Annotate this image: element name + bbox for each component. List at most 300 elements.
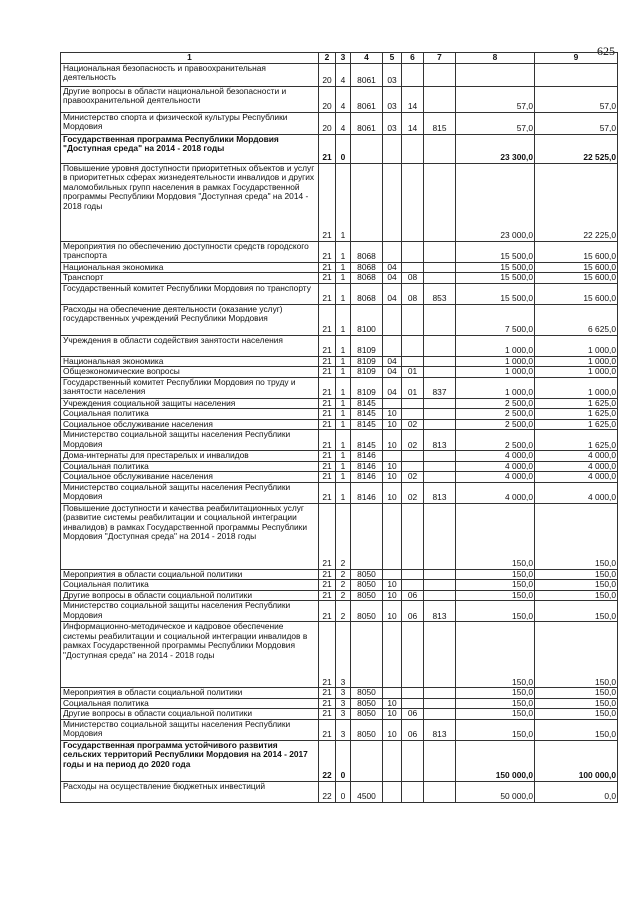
code-cell [424, 472, 456, 483]
code-cell: 1 [336, 163, 351, 241]
code-cell: 10 [383, 580, 402, 591]
amount-cell: 23 000,0 [456, 163, 535, 241]
row-label: Мероприятия по обеспечению доступности средств городского транспорта [61, 241, 319, 262]
code-cell [402, 409, 424, 420]
row-label: Министерство социальной защиты населения Республики Мордовия [61, 430, 319, 451]
code-cell [424, 688, 456, 699]
amount-cell: 4 000,0 [535, 461, 618, 472]
code-cell: 1 [336, 283, 351, 304]
amount-cell: 150,0 [535, 503, 618, 569]
row-label: Национальная экономика [61, 262, 319, 273]
amount-cell: 22 225,0 [535, 163, 618, 241]
code-cell: 21 [319, 569, 336, 580]
code-cell: 21 [319, 590, 336, 601]
amount-cell: 4 000,0 [456, 472, 535, 483]
amount-cell: 57,0 [456, 112, 535, 134]
amount-cell: 7 500,0 [456, 304, 535, 335]
code-cell: 8145 [351, 430, 383, 451]
code-cell: 8050 [351, 709, 383, 720]
amount-cell: 150,0 [535, 622, 618, 688]
code-cell: 10 [383, 482, 402, 503]
column-header: 9 [535, 53, 618, 64]
row-label: Национальная экономика [61, 356, 319, 367]
table-row [61, 622, 618, 688]
code-cell [402, 241, 424, 262]
row-label: Государственная программа устойчивого развития сельских территорий Республики Мордовия на 2014 - 2017 годы и на период до 2020 года [61, 740, 319, 781]
code-cell [402, 134, 424, 163]
amount-cell: 57,0 [535, 112, 618, 134]
amount-cell: 150,0 [535, 698, 618, 709]
amount-cell: 15 600,0 [535, 262, 618, 273]
code-cell [402, 262, 424, 273]
amount-cell: 15 500,0 [456, 262, 535, 273]
table-row [61, 335, 618, 356]
table-row [61, 688, 618, 699]
code-cell: 1 [336, 304, 351, 335]
amount-cell: 150,0 [456, 569, 535, 580]
code-cell: 08 [402, 273, 424, 284]
table-row [61, 482, 618, 503]
code-cell: 837 [424, 377, 456, 398]
amount-cell: 150,0 [535, 580, 618, 591]
code-cell: 3 [336, 698, 351, 709]
code-cell: 10 [383, 419, 402, 430]
code-cell: 8109 [351, 356, 383, 367]
code-cell: 8068 [351, 241, 383, 262]
code-cell [424, 273, 456, 284]
code-cell: 10 [383, 601, 402, 622]
table-row [61, 86, 618, 112]
code-cell: 8061 [351, 112, 383, 134]
amount-cell: 1 000,0 [456, 335, 535, 356]
code-cell: 06 [402, 601, 424, 622]
amount-cell: 1 000,0 [456, 377, 535, 398]
code-cell [424, 580, 456, 591]
code-cell: 03 [383, 112, 402, 134]
table-header-row [61, 53, 618, 64]
code-cell: 21 [319, 304, 336, 335]
code-cell [424, 451, 456, 462]
table-row [61, 63, 618, 86]
code-cell: 21 [319, 377, 336, 398]
code-cell [424, 335, 456, 356]
column-header: 1 [61, 53, 319, 64]
table-row [61, 719, 618, 740]
code-cell: 8068 [351, 262, 383, 273]
table-row [61, 419, 618, 430]
column-header: 5 [383, 53, 402, 64]
code-cell: 813 [424, 430, 456, 451]
row-label: Социальная политика [61, 461, 319, 472]
code-cell [402, 304, 424, 335]
amount-cell: 2 500,0 [456, 430, 535, 451]
code-cell: 815 [424, 112, 456, 134]
code-cell: 02 [402, 482, 424, 503]
table-row [61, 304, 618, 335]
code-cell: 06 [402, 719, 424, 740]
code-cell: 3 [336, 622, 351, 688]
code-cell [402, 569, 424, 580]
code-cell: 04 [383, 377, 402, 398]
code-cell: 8050 [351, 580, 383, 591]
row-label: Государственная программа Республики Мордовия "Доступная среда" на 2014 - 2018 годы [61, 134, 319, 163]
code-cell [402, 163, 424, 241]
code-cell [424, 409, 456, 420]
row-label: Социальная политика [61, 580, 319, 591]
amount-cell: 57,0 [535, 86, 618, 112]
code-cell: 21 [319, 601, 336, 622]
code-cell: 1 [336, 367, 351, 378]
code-cell: 4 [336, 86, 351, 112]
code-cell: 813 [424, 601, 456, 622]
code-cell [383, 451, 402, 462]
code-cell: 0 [336, 134, 351, 163]
code-cell: 8061 [351, 63, 383, 86]
table-row [61, 503, 618, 569]
code-cell: 3 [336, 688, 351, 699]
amount-cell: 150,0 [535, 709, 618, 720]
amount-cell: 150,0 [456, 688, 535, 699]
row-label: Мероприятия в области социальной политики [61, 688, 319, 699]
row-label: Национальная безопасность и правоохранительная деятельность [61, 63, 319, 86]
code-cell [424, 241, 456, 262]
code-cell: 04 [383, 283, 402, 304]
code-cell [424, 356, 456, 367]
code-cell: 06 [402, 709, 424, 720]
table-row [61, 709, 618, 720]
code-cell [424, 781, 456, 802]
amount-cell: 150,0 [535, 688, 618, 699]
code-cell: 20 [319, 63, 336, 86]
amount-cell: 50 000,0 [456, 781, 535, 802]
code-cell [383, 304, 402, 335]
code-cell: 21 [319, 273, 336, 284]
code-cell: 10 [383, 430, 402, 451]
code-cell: 21 [319, 409, 336, 420]
code-cell: 0 [336, 740, 351, 781]
code-cell: 8109 [351, 367, 383, 378]
amount-cell: 4 000,0 [456, 461, 535, 472]
code-cell: 8050 [351, 601, 383, 622]
code-cell [402, 356, 424, 367]
code-cell: 0 [336, 781, 351, 802]
code-cell: 813 [424, 719, 456, 740]
code-cell: 21 [319, 419, 336, 430]
code-cell: 21 [319, 688, 336, 699]
code-cell: 2 [336, 580, 351, 591]
amount-cell: 1 625,0 [535, 430, 618, 451]
code-cell: 813 [424, 482, 456, 503]
code-cell [351, 163, 383, 241]
table-row [61, 283, 618, 304]
code-cell: 02 [402, 472, 424, 483]
table-row [61, 377, 618, 398]
code-cell [402, 740, 424, 781]
code-cell: 3 [336, 719, 351, 740]
code-cell: 21 [319, 163, 336, 241]
code-cell [351, 622, 383, 688]
row-label: Расходы на обеспечение деятельности (оказание услуг) государственных учреждений Республики Мордовия [61, 304, 319, 335]
code-cell: 10 [383, 709, 402, 720]
code-cell: 21 [319, 698, 336, 709]
code-cell: 1 [336, 241, 351, 262]
code-cell: 1 [336, 262, 351, 273]
code-cell [402, 63, 424, 86]
table-body [61, 63, 618, 802]
code-cell: 21 [319, 580, 336, 591]
table-row [61, 367, 618, 378]
code-cell: 02 [402, 419, 424, 430]
table-row [61, 409, 618, 420]
code-cell: 21 [319, 335, 336, 356]
code-cell [402, 622, 424, 688]
table-row [61, 461, 618, 472]
amount-cell: 150,0 [535, 590, 618, 601]
row-label: Информационно-методическое и кадровое обеспечение системы реабилитации и социальной интеграции инвалидов в рамках Государственной программы Республики Мордовия "Доступная среда" на 2014 - 2018 годы [61, 622, 319, 688]
code-cell [424, 419, 456, 430]
amount-cell: 4 000,0 [456, 482, 535, 503]
budget-table [60, 52, 618, 803]
code-cell: 8050 [351, 569, 383, 580]
code-cell: 8068 [351, 283, 383, 304]
code-cell: 21 [319, 709, 336, 720]
table-row [61, 241, 618, 262]
code-cell: 02 [402, 430, 424, 451]
amount-cell: 22 525,0 [535, 134, 618, 163]
code-cell: 21 [319, 451, 336, 462]
amount-cell: 15 600,0 [535, 283, 618, 304]
amount-cell: 4 000,0 [535, 451, 618, 462]
code-cell: 21 [319, 356, 336, 367]
code-cell: 04 [383, 262, 402, 273]
amount-cell: 15 500,0 [456, 241, 535, 262]
row-label: Учреждения в области содействия занятости населения [61, 335, 319, 356]
code-cell: 8146 [351, 451, 383, 462]
code-cell [351, 503, 383, 569]
code-cell: 21 [319, 134, 336, 163]
code-cell: 8109 [351, 335, 383, 356]
code-cell: 04 [383, 356, 402, 367]
code-cell: 8100 [351, 304, 383, 335]
table-row [61, 740, 618, 781]
row-label: Министерство спорта и физической культуры Республики Мордовия [61, 112, 319, 134]
code-cell: 1 [336, 398, 351, 409]
code-cell [424, 367, 456, 378]
code-cell: 10 [383, 719, 402, 740]
code-cell: 8068 [351, 273, 383, 284]
amount-cell [456, 63, 535, 86]
code-cell: 21 [319, 482, 336, 503]
code-cell [424, 134, 456, 163]
amount-cell: 1 000,0 [456, 356, 535, 367]
code-cell: 8146 [351, 472, 383, 483]
code-cell: 8145 [351, 409, 383, 420]
amount-cell: 1 625,0 [535, 409, 618, 420]
amount-cell: 1 625,0 [535, 419, 618, 430]
table-row [61, 262, 618, 273]
page-number: 625 [597, 44, 615, 58]
amount-cell: 2 500,0 [456, 409, 535, 420]
code-cell [402, 451, 424, 462]
code-cell: 8146 [351, 482, 383, 503]
amount-cell: 150 000,0 [456, 740, 535, 781]
code-cell [424, 590, 456, 601]
code-cell: 1 [336, 430, 351, 451]
column-header: 7 [424, 53, 456, 64]
code-cell: 21 [319, 241, 336, 262]
table-row [61, 698, 618, 709]
code-cell: 03 [383, 63, 402, 86]
code-cell [402, 688, 424, 699]
row-label: Социальная политика [61, 409, 319, 420]
code-cell: 1 [336, 273, 351, 284]
row-label: Социальная политика [61, 698, 319, 709]
code-cell [424, 398, 456, 409]
table-row [61, 134, 618, 163]
code-cell [383, 740, 402, 781]
row-label: Государственный комитет Республики Мордовия по труду и занятости населения [61, 377, 319, 398]
code-cell [383, 503, 402, 569]
amount-cell: 1 000,0 [535, 377, 618, 398]
amount-cell: 4 000,0 [456, 451, 535, 462]
code-cell [424, 709, 456, 720]
code-cell: 8145 [351, 398, 383, 409]
row-label: Социальное обслуживание населения [61, 419, 319, 430]
amount-cell: 1 000,0 [535, 335, 618, 356]
code-cell: 1 [336, 377, 351, 398]
amount-cell: 15 500,0 [456, 273, 535, 284]
code-cell: 8050 [351, 688, 383, 699]
code-cell: 21 [319, 503, 336, 569]
code-cell [351, 134, 383, 163]
row-label: Учреждения социальной защиты населения [61, 398, 319, 409]
table-row [61, 163, 618, 241]
amount-cell: 4 000,0 [535, 482, 618, 503]
code-cell: 4 [336, 63, 351, 86]
amount-cell: 150,0 [456, 719, 535, 740]
amount-cell: 15 600,0 [535, 241, 618, 262]
table-row [61, 430, 618, 451]
amount-cell: 2 500,0 [456, 398, 535, 409]
code-cell: 20 [319, 86, 336, 112]
amount-cell: 150,0 [456, 580, 535, 591]
table-row [61, 472, 618, 483]
column-header: 2 [319, 53, 336, 64]
code-cell: 1 [336, 356, 351, 367]
code-cell [383, 163, 402, 241]
code-cell: 14 [402, 86, 424, 112]
code-cell: 8050 [351, 698, 383, 709]
amount-cell: 57,0 [456, 86, 535, 112]
code-cell [424, 622, 456, 688]
code-cell: 853 [424, 283, 456, 304]
code-cell: 21 [319, 622, 336, 688]
code-cell: 1 [336, 419, 351, 430]
code-cell: 21 [319, 461, 336, 472]
amount-cell: 150,0 [456, 601, 535, 622]
code-cell: 21 [319, 472, 336, 483]
row-label: Транспорт [61, 273, 319, 284]
code-cell [424, 63, 456, 86]
code-cell: 2 [336, 601, 351, 622]
table-row [61, 356, 618, 367]
amount-cell: 1 625,0 [535, 398, 618, 409]
code-cell: 1 [336, 409, 351, 420]
row-label: Дома-интернаты для престарелых и инвалидов [61, 451, 319, 462]
code-cell: 21 [319, 367, 336, 378]
code-cell [402, 580, 424, 591]
code-cell: 22 [319, 781, 336, 802]
code-cell [383, 241, 402, 262]
code-cell: 1 [336, 335, 351, 356]
code-cell: 8145 [351, 419, 383, 430]
code-cell [424, 569, 456, 580]
code-cell: 1 [336, 461, 351, 472]
amount-cell: 1 000,0 [535, 367, 618, 378]
table-row [61, 273, 618, 284]
amount-cell: 150,0 [456, 622, 535, 688]
code-cell [402, 461, 424, 472]
column-header: 8 [456, 53, 535, 64]
amount-cell: 15 600,0 [535, 273, 618, 284]
amount-cell: 150,0 [535, 719, 618, 740]
code-cell: 21 [319, 430, 336, 451]
code-cell: 03 [383, 86, 402, 112]
code-cell: 2 [336, 590, 351, 601]
amount-cell: 15 500,0 [456, 283, 535, 304]
row-label: Министерство социальной защиты населения Республики Мордовия [61, 482, 319, 503]
table-row [61, 398, 618, 409]
table-row [61, 580, 618, 591]
code-cell: 1 [336, 472, 351, 483]
code-cell [383, 569, 402, 580]
code-cell [383, 781, 402, 802]
code-cell: 4500 [351, 781, 383, 802]
row-label: Повышение доступности и качества реабилитационных услуг (развитие системы реабилитации и социальной интеграции инвалидов) в рамках Государственной программы Республики Мордовия "Доступная среда" на 2014 - 2018 годы [61, 503, 319, 569]
code-cell [424, 86, 456, 112]
table-row [61, 601, 618, 622]
row-label: Повышение уровня доступности приоритетных объектов и услуг в приоритетных сферах жизнедеятельности инвалидов и других маломобильных групп населения в рамках Государственной программы Республики Мордовия "Доступная среда" на 2014 - 2018 годы [61, 163, 319, 241]
code-cell: 10 [383, 590, 402, 601]
amount-cell: 150,0 [456, 698, 535, 709]
code-cell [383, 398, 402, 409]
row-label: Государственный комитет Республики Мордовия по транспорту [61, 283, 319, 304]
table-row [61, 451, 618, 462]
code-cell: 21 [319, 398, 336, 409]
code-cell [424, 698, 456, 709]
code-cell [383, 622, 402, 688]
row-label: Общеэкономические вопросы [61, 367, 319, 378]
row-label: Мероприятия в области социальной политики [61, 569, 319, 580]
code-cell [424, 304, 456, 335]
code-cell: 04 [383, 367, 402, 378]
code-cell: 21 [319, 283, 336, 304]
code-cell: 14 [402, 112, 424, 134]
code-cell [424, 262, 456, 273]
row-label: Министерство социальной защиты населения Республики Мордовия [61, 719, 319, 740]
code-cell [402, 503, 424, 569]
code-cell [383, 688, 402, 699]
code-cell: 2 [336, 569, 351, 580]
amount-cell: 150,0 [535, 601, 618, 622]
code-cell: 20 [319, 112, 336, 134]
row-label: Другие вопросы в области социальной политики [61, 590, 319, 601]
code-cell [424, 461, 456, 472]
table-row [61, 112, 618, 134]
code-cell: 10 [383, 409, 402, 420]
code-cell: 8050 [351, 590, 383, 601]
code-cell: 8146 [351, 461, 383, 472]
